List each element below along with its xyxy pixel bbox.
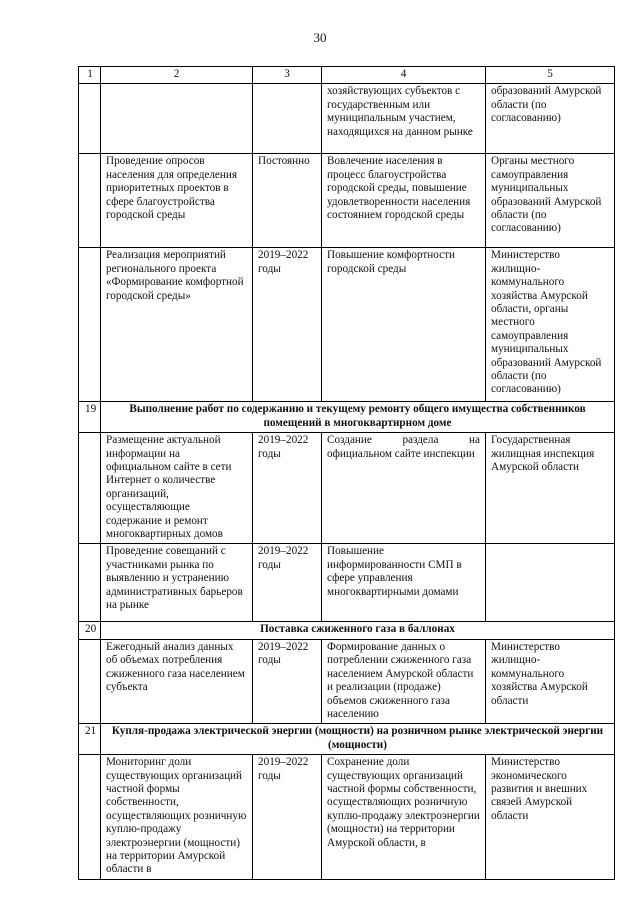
table-row bbox=[79, 248, 615, 402]
term-cell: 2019–2022 годы bbox=[253, 639, 322, 723]
page-number: 30 bbox=[313, 30, 327, 45]
section-row bbox=[79, 402, 615, 433]
section-number: 19 bbox=[79, 402, 101, 433]
header-cell: 3 bbox=[253, 67, 322, 84]
section-title: Купля-продажа электрической энергии (мощности) на розничном рынке электрической энергии (мощности) bbox=[101, 724, 615, 755]
result-cell: хозяйствующих субъектов с государственным или муниципальным участием, находящихся на данном рынке bbox=[322, 84, 486, 154]
section-row bbox=[79, 724, 615, 755]
task-cell: Мониторинг доли существующих организаций частной формы собственности, осуществляющих розничную куплю-продажу электроэнергии (мощности) на территории Амурской области в bbox=[101, 755, 253, 880]
measures-table bbox=[78, 66, 615, 880]
section-number: 21 bbox=[79, 724, 101, 755]
term-cell: 2019–2022 годы bbox=[253, 544, 322, 622]
term-cell bbox=[253, 84, 322, 154]
term-cell: 2019–2022 годы bbox=[253, 755, 322, 880]
row-number bbox=[79, 544, 101, 622]
task-cell: Проведение совещаний с участниками рынка по выявлению и устранению административных барьеров на рынке bbox=[101, 544, 253, 622]
result-cell: Сохранение доли существующих организаций частной формы собственности, осуществляющих розничную куплю-продажу электроэнергии (мощности) на территории Амурской области, в bbox=[322, 755, 486, 880]
responsible-cell: Министерство экономического развития и внешних связей Амурской области bbox=[486, 755, 615, 880]
table-row bbox=[79, 433, 615, 544]
section-row bbox=[79, 622, 615, 639]
table-row bbox=[79, 755, 615, 880]
header-cell: 5 bbox=[486, 67, 615, 84]
header-cell: 2 bbox=[101, 67, 253, 84]
row-number bbox=[79, 755, 101, 880]
header-cell: 1 bbox=[79, 67, 101, 84]
task-cell: Размещение актуальной информации на официальном сайте в сети Интернет о количестве организаций, осуществляющие содержание и ремонт многоквартирных домов bbox=[101, 433, 253, 544]
section-title: Поставка сжиженного газа в баллонах bbox=[101, 622, 615, 639]
table-row bbox=[79, 84, 615, 154]
row-number bbox=[79, 248, 101, 402]
result-cell: Повышение информированности СМП в сфере управления многоквартирными домами bbox=[322, 544, 486, 622]
row-number bbox=[79, 154, 101, 248]
responsible-cell bbox=[486, 544, 615, 622]
result-cell: Повышение комфортности городской среды bbox=[322, 248, 486, 402]
task-cell: Ежегодный анализ данных об объемах потребления сжиженного газа населением субъекта bbox=[101, 639, 253, 723]
row-number bbox=[79, 84, 101, 154]
responsible-cell: Органы местного самоуправления муниципальных образований Амурской области (по согласованию) bbox=[486, 154, 615, 248]
task-cell: Проведение опросов населения для определения приоритетных проектов в сфере благоустройства городской среды bbox=[101, 154, 253, 248]
table-row bbox=[79, 544, 615, 622]
term-cell: Постоянно bbox=[253, 154, 322, 248]
term-cell: 2019–2022 годы bbox=[253, 433, 322, 544]
result-cell: Формирование данных о потреблении сжиженного газа населением Амурской области и реализации (продаже) объемов сжиженного газа населению bbox=[322, 639, 486, 723]
table-row bbox=[79, 639, 615, 723]
responsible-cell: Министерство жилищно-коммунального хозяйства Амурской области, органы местного самоуправления муниципальных образований Амурской области (по согласованию) bbox=[486, 248, 615, 402]
result-cell: Вовлечение населения в процесс благоустройства городской среды, повышение удовлетворенности населения состоянием городской среды bbox=[322, 154, 486, 248]
section-number: 20 bbox=[79, 622, 101, 639]
header-row bbox=[79, 67, 615, 84]
task-cell: Реализация мероприятий регионального проекта «Формирование комфортной городской среды» bbox=[101, 248, 253, 402]
responsible-cell: образований Амурской области (по согласованию) bbox=[486, 84, 615, 154]
task-cell bbox=[101, 84, 253, 154]
table-row bbox=[79, 154, 615, 248]
result-cell: Создание раздела на официальном сайте инспекции bbox=[322, 433, 486, 544]
term-cell: 2019–2022 годы bbox=[253, 248, 322, 402]
section-title: Выполнение работ по содержанию и текущему ремонту общего имущества собственников помещений в многоквартирном доме bbox=[101, 402, 615, 433]
header-cell: 4 bbox=[322, 67, 486, 84]
responsible-cell: Министерство жилищно-коммунального хозяйства Амурской области bbox=[486, 639, 615, 723]
row-number bbox=[79, 433, 101, 544]
responsible-cell: Государственная жилищная инспекция Амурской области bbox=[486, 433, 615, 544]
row-number bbox=[79, 639, 101, 723]
